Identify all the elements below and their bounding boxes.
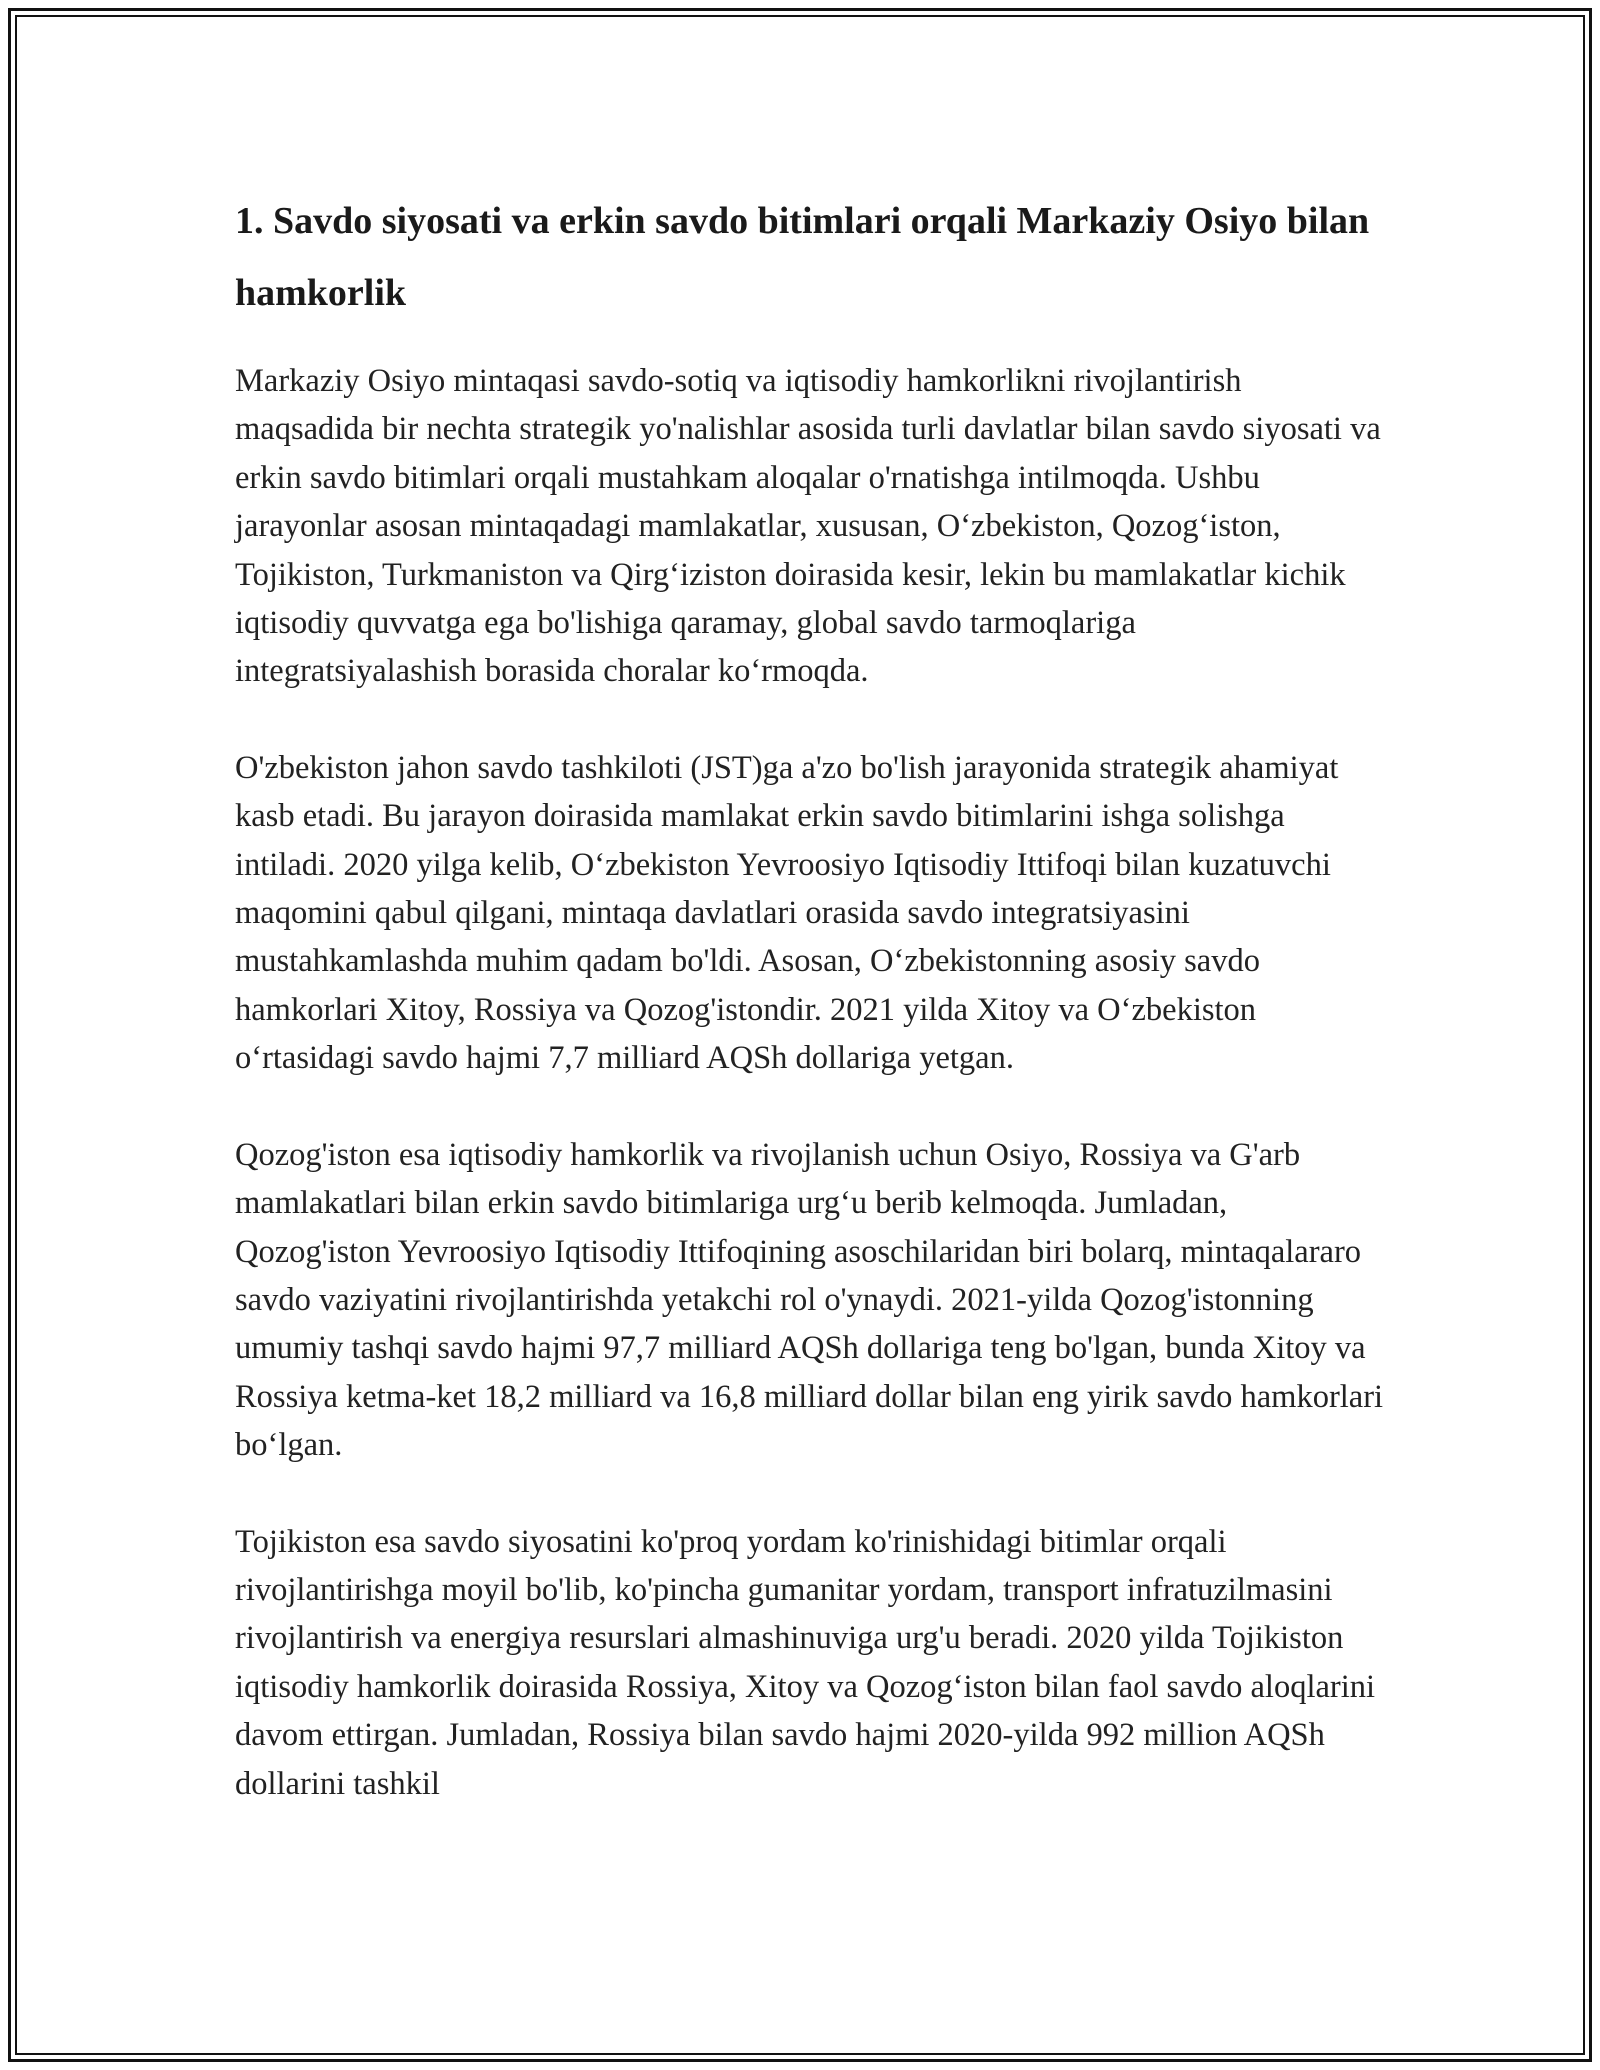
paragraph-uzbekistan: O'zbekiston jahon savdo tashkiloti (JST)ga a'zo bo'lish jarayonida strategik ahamiyat kasb etadi. Bu jarayon doirasida mamlakat erkin savdo bitimlarini ishga solishga intiladi. 2020 yilga kelib, O‘zbekiston Yevroosiyo Iqtisodiy Ittifoqi bilan kuzatuvchi maqomini qabul qilgani, mintaqa davlatlari orasida savdo integratsiyasini mustahkamlashda muhim qadam bo'ldi. Asosan, O‘zbekistonning asosiy savdo hamkorlari Xitoy, Rossiya va Qozog'istondir. 2021 yilda Xitoy va O‘zbekiston o‘rtasidagi savdo hajmi 7,7 milliard AQSh dollariga yetgan.	[235, 749, 1339, 1077]
paragraph-kazakhstan: Qozog'iston esa iqtisodiy hamkorlik va rivojlanish uchun Osiyo, Rossiya va G'arb mamlakatlari bilan erkin savdo bitimlariga urg‘u berib kelmoqda. Jumladan, Qozog'iston Yevroosiyo Iqtisodiy Ittifoqining asoschilaridan biri bolarq, mintaqalararo savdo vaziyatini rivojlantirishda yetakchi rol o'ynaydi. 2021-yilda Qozog'istonning umumiy tashqi savdo hajmi 97,7 milliard AQSh dollariga teng bo'lgan, bunda Xitoy va Rossiya ketma-ket 18,2 milliard va 16,8 milliard dollar bilan eng yirik savdo hamkorlari bo‘lgan.	[235, 1136, 1384, 1464]
paragraph-intro: Markaziy Osiyo mintaqasi savdo-sotiq va iqtisodiy hamkorlikni rivojlantirish maqsadida bir nechta strategik yo'nalishlar asosida turli davlatlar bilan savdo siyosati va erkin savdo bitimlari orqali mustahkam aloqalar o'rnatishga intilmoqda. Ushbu jarayonlar asosan mintaqadagi mamlakatlar, xususan, O‘zbekiston, Qozog‘iston, Tojikiston, Turkmaniston va Qirg‘iziston doirasida kesir, lekin bu mamlakatlar kichik iqtisodiy quvvatga ega bo'lishiga qaramay, global savdo tarmoqlariga integratsiyalashish borasida choralar ko‘rmoqda.	[235, 363, 1381, 690]
document-body	[235, 185, 1385, 1856]
paragraph-tajikistan: Tojikiston esa savdo siyosatini ko'proq yordam ko'rinishidagi bitimlar orqali rivojlantirishga moyil bo'lib, ko'pincha gumanitar yordam, transport infratuzilmasini rivojlantirish va energiya resurslari almashinuviga urg'u beradi. 2020 yilda Tojikiston iqtisodiy hamkorlik doirasida Rossiya, Xitoy va Qozog‘iston bilan faol savdo aloqlarini davom ettirgan. Jumladan, Rossiya bilan savdo hajmi 2020-yilda 992 million AQSh dollarini tashkil	[235, 1523, 1376, 1802]
section-heading: 1. Savdo siyosati va erkin savdo bitimlari orqali Markaziy Osiyo bilan hamkorlik	[235, 200, 1370, 314]
